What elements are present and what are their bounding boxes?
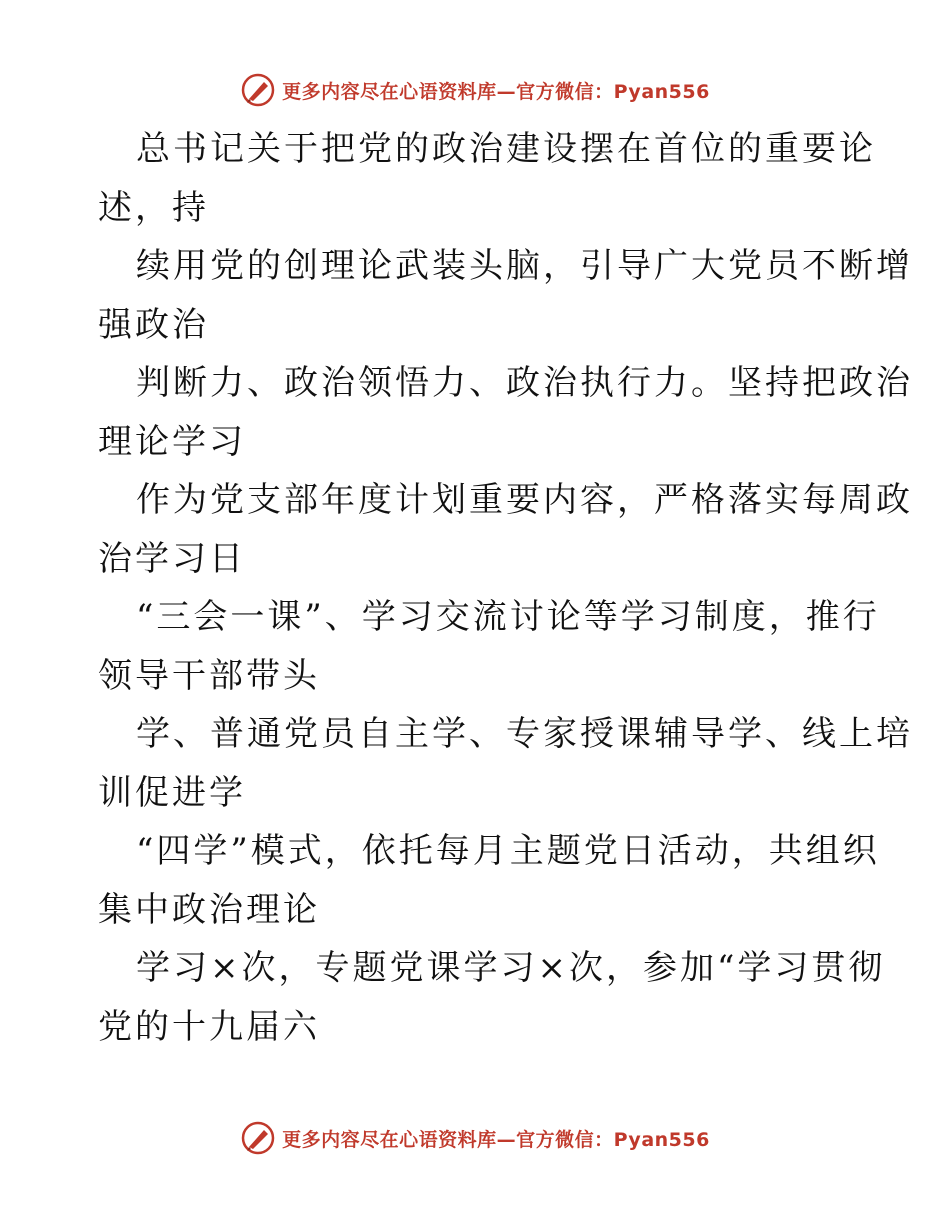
text-line: “四学”模式，依托每月主题党日活动，共组织 <box>136 831 880 871</box>
footer-watermark <box>0 1118 950 1158</box>
text-line: 续用党的创理论武装头脑，引导广大党员不断增 <box>136 246 913 286</box>
text-line: 学习×次，专题党课学习×次，参加“学习贯彻 <box>136 948 886 988</box>
text-line: 训促进学 <box>98 772 246 813</box>
text-line: 领导干部带头 <box>98 655 320 696</box>
text-line: 学、普通党员自主学、专家授课辅导学、线上培 <box>136 714 913 754</box>
pen-logo-icon <box>240 72 276 108</box>
document-body <box>98 120 913 1056</box>
text-line: 理论学习 <box>98 421 246 462</box>
header-watermark <box>0 70 950 110</box>
watermark-text: 更多内容尽在心语资料库—官方微信：Pyan556 <box>282 1128 710 1151</box>
text-line: “三会一课”、学习交流讨论等学习制度，推行 <box>136 597 880 637</box>
text-line: 党的十九届六 <box>98 1006 320 1047</box>
text-line: 强政治 <box>98 304 209 345</box>
text-line: 总书记关于把党的政治建设摆在首位的重要论 <box>136 129 876 169</box>
pen-logo-icon <box>240 1120 276 1156</box>
text-line: 治学习日 <box>98 538 246 579</box>
text-line: 集中政治理论 <box>98 889 320 930</box>
text-line: 述，持 <box>98 187 209 228</box>
watermark-text: 更多内容尽在心语资料库—官方微信：Pyan556 <box>282 80 710 103</box>
text-line: 判断力、政治领悟力、政治执行力。坚持把政治 <box>136 363 913 403</box>
text-line: 作为党支部年度计划重要内容，严格落实每周政 <box>136 480 913 520</box>
